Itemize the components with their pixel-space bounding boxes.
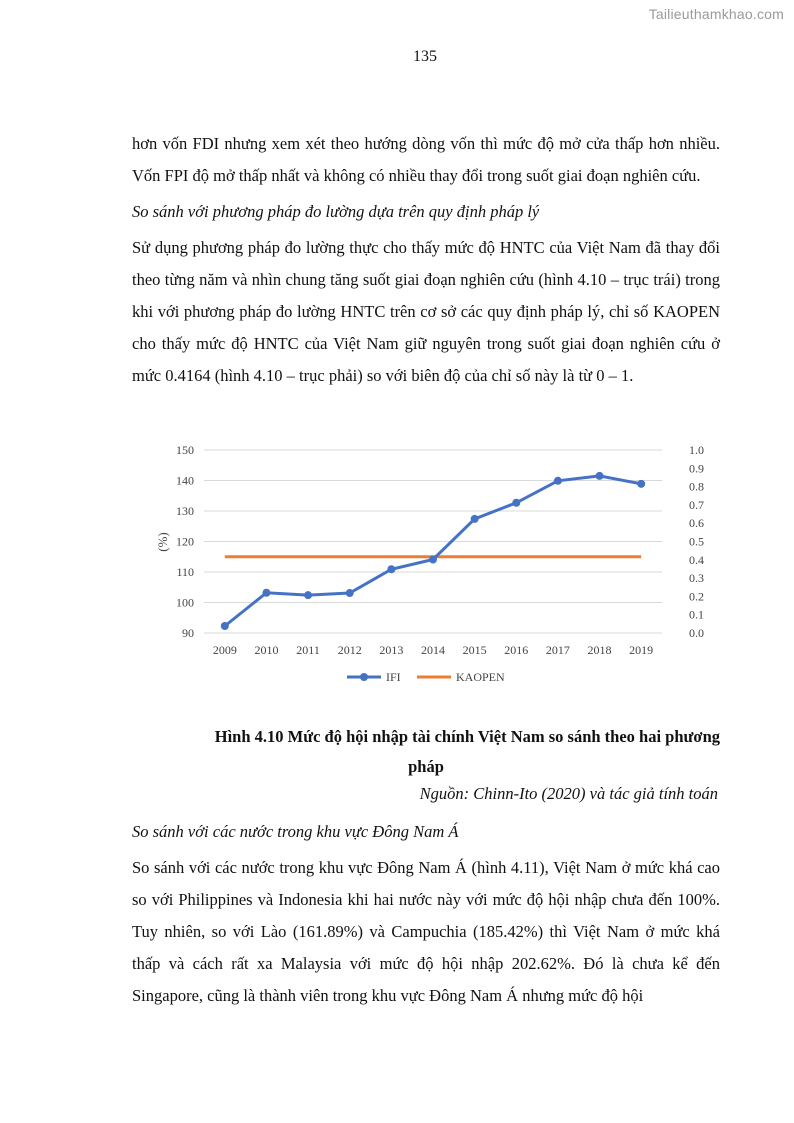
legend-marker-ifi bbox=[360, 673, 368, 681]
right-tick-label: 0.8 bbox=[689, 479, 704, 494]
figure-caption-line1: Hình 4.10 Mức độ hội nhập tài chính Việt Nam so sánh theo hai phương bbox=[214, 727, 720, 746]
series-line-ifi bbox=[225, 476, 641, 626]
left-tick-label: 90 bbox=[182, 626, 194, 640]
data-point-ifi bbox=[554, 477, 562, 485]
x-tick-label: 2018 bbox=[587, 643, 612, 657]
right-axis-ticks bbox=[689, 443, 704, 640]
data-point-ifi bbox=[596, 472, 604, 480]
data-point-ifi bbox=[471, 515, 479, 523]
heading-asean-comparison: So sánh với các nước trong khu vực Đông Nam Á bbox=[132, 822, 459, 841]
data-point-ifi bbox=[429, 555, 437, 563]
x-tick-label: 2012 bbox=[337, 643, 362, 657]
chart-series bbox=[221, 472, 645, 630]
left-tick-label: 100 bbox=[176, 595, 194, 610]
right-tick-label: 0.4 bbox=[689, 552, 704, 567]
page-number: 135 bbox=[413, 48, 437, 65]
right-tick-label: 0.0 bbox=[689, 626, 704, 640]
watermark: Tailieuthamkhao.com bbox=[648, 6, 784, 22]
x-tick-label: 2019 bbox=[629, 643, 654, 657]
right-tick-label: 0.1 bbox=[689, 607, 704, 622]
text-block-top bbox=[132, 128, 720, 392]
legend-label-kaopen: KAOPEN bbox=[456, 670, 505, 684]
data-point-ifi bbox=[262, 589, 270, 597]
x-tick-label: 2015 bbox=[462, 643, 487, 657]
text-block-bottom bbox=[132, 816, 720, 1012]
right-tick-label: 0.3 bbox=[689, 571, 704, 586]
right-tick-label: 0.7 bbox=[689, 497, 704, 512]
line-chart bbox=[132, 430, 732, 700]
data-point-ifi bbox=[221, 622, 229, 630]
data-point-ifi bbox=[304, 591, 312, 599]
x-tick-label: 2011 bbox=[296, 643, 320, 657]
x-tick-label: 2017 bbox=[545, 643, 570, 657]
left-tick-label: 150 bbox=[176, 443, 194, 457]
x-tick-label: 2016 bbox=[504, 643, 529, 657]
x-tick-label: 2009 bbox=[212, 643, 237, 657]
left-tick-label: 140 bbox=[176, 473, 194, 488]
chart-legend bbox=[347, 670, 505, 684]
left-axis-ticks bbox=[176, 443, 194, 640]
left-tick-label: 120 bbox=[176, 534, 194, 549]
paragraph-asean-comparison: So sánh với các nước trong khu vực Đông Nam Á (hình 4.11), Việt Nam ở mức khá cao so với Philippines và Indonesia khi hai nước này với mức độ hội nhập chưa đến 100%. Tuy nhiên, so với Lào (161.89%) và Campuchia (185.42%) thì Việt Nam ở mức khá thấp và cách rất xa Malaysia với mức độ hội nhập 202.62%. Đó là chưa kể đến Singapore, cũng là thành viên trong khu vực Đông Nam Á nhưng mức độ hội bbox=[132, 858, 720, 1005]
data-point-ifi bbox=[637, 480, 645, 488]
data-point-ifi bbox=[346, 589, 354, 597]
left-tick-label: 130 bbox=[176, 504, 194, 518]
x-axis-ticks bbox=[213, 643, 653, 657]
right-tick-label: 0.6 bbox=[689, 516, 704, 531]
paragraph-fdi-fpi: hơn vốn FDI nhưng xem xét theo hướng dòng vốn thì mức độ mở cửa thấp hơn nhiều. Vốn FPI độ mở thấp nhất và không có nhiều thay đổi trong suốt giai đoạn nghiên cứu. bbox=[132, 134, 720, 185]
x-tick-label: 2014 bbox=[421, 643, 445, 657]
x-tick-label: 2013 bbox=[379, 643, 404, 657]
left-tick-label: 110 bbox=[176, 565, 194, 579]
figure-caption bbox=[132, 722, 720, 782]
data-point-ifi bbox=[387, 565, 395, 573]
paragraph-legal-comparison: Sử dụng phương pháp đo lường thực cho thấy mức độ HNTC của Việt Nam đã thay đổi theo từng năm và nhìn chung tăng suốt giai đoạn nghiên cứu (hình 4.10 – trục trái) trong khi với phương pháp đo lường HNTC trên cơ sở các quy định pháp lý, chỉ số KAOPEN cho thấy mức độ HNTC của Việt Nam giữ nguyên trong suốt giai đoạn nghiên cứu ở mức 0.4164 (hình 4.10 – trục phải) so với biên độ của chỉ số này là từ 0 – 1. bbox=[132, 238, 720, 385]
left-axis-label: (%) bbox=[155, 532, 170, 552]
legend-label-ifi: IFI bbox=[386, 670, 401, 684]
figure-4-10-chart bbox=[132, 430, 732, 700]
figure-source: Nguồn: Chinn-Ito (2020) và tác giả tính toán bbox=[419, 784, 718, 803]
heading-legal-comparison: So sánh với phương pháp đo lường dựa trên quy định pháp lý bbox=[132, 202, 540, 221]
x-tick-label: 2010 bbox=[254, 643, 279, 657]
right-tick-label: 0.5 bbox=[689, 534, 704, 549]
right-tick-label: 1.0 bbox=[689, 443, 704, 457]
right-tick-label: 0.9 bbox=[689, 461, 704, 476]
data-point-ifi bbox=[512, 499, 520, 507]
right-tick-label: 0.2 bbox=[689, 589, 704, 604]
figure-caption-line2: pháp bbox=[408, 757, 444, 776]
